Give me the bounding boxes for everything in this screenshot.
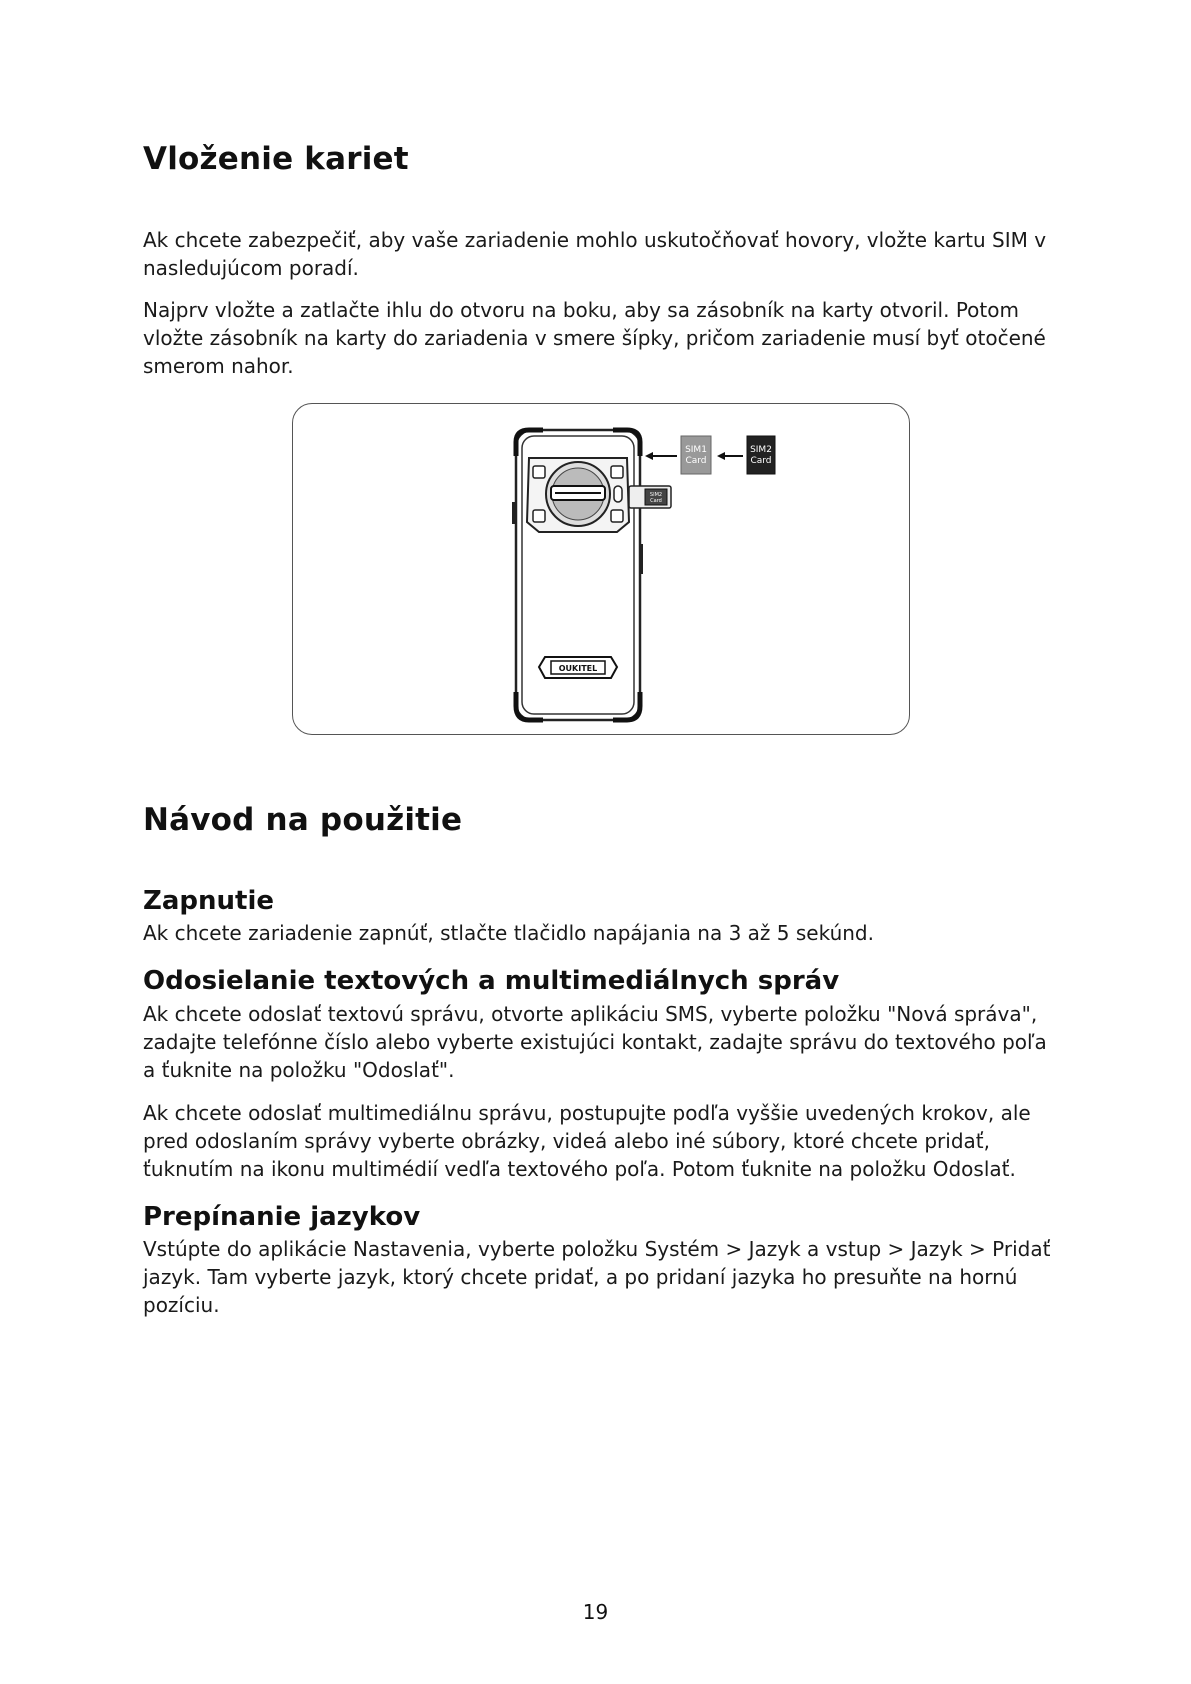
subsection-title-power-on: Zapnutie	[143, 886, 275, 916]
sim2-card	[747, 436, 775, 474]
svg-text:SIM1: SIM1	[685, 445, 707, 455]
messages-paragraph-2: Ak chcete odoslať multimediálnu správu, postupujte podľa vyššie uvedených krokov, ale pred odoslaním správy vyberte obrázky, videá alebo iné súbory, ktoré chcete pridať, ťuknutím na ikonu multimédií vedľa textového poľa. Potom ťuknite na položku Odoslať.	[143, 1101, 1031, 1181]
page-number: 19	[582, 1600, 609, 1624]
svg-text:SIM2: SIM2	[649, 492, 663, 498]
svg-text:Card: Card	[685, 456, 707, 466]
sim-insertion-figure	[292, 403, 910, 735]
language-paragraph: Vstúpte do aplikácie Nastavenia, vyberte položku Systém > Jazyk a vstup > Jazyk > Pridať jazyk. Tam vyberte jazyk, ktorý chcete pridať, a po pridaní jazyka ho presuňte na hornú pozíciu.	[143, 1237, 1051, 1317]
section-title-insert-cards: Vloženie kariet	[143, 141, 409, 177]
svg-text:Card: Card	[750, 456, 772, 466]
brand-logo-text: OUKITEL	[558, 664, 598, 673]
svg-text:SIM2: SIM2	[750, 445, 772, 455]
section-title-usage: Návod na použitie	[143, 802, 463, 838]
subsection-title-messages: Odosielanie textových a multimediálnych správ	[143, 966, 840, 996]
svg-text:Card: Card	[650, 498, 662, 504]
power-on-paragraph: Ak chcete zariadenie zapnúť, stlačte tlačidlo napájania na 3 až 5 sekúnd.	[143, 921, 874, 945]
phone-back-illustration	[293, 404, 911, 736]
insert-cards-paragraph-1: Ak chcete zabezpečiť, aby vaše zariadenie mohlo uskutočňovať hovory, vložte kartu SIM v nasledujúcom poradí.	[143, 228, 1047, 280]
subsection-title-language: Prepínanie jazykov	[143, 1202, 421, 1232]
insert-cards-paragraph-2: Najprv vložte a zatlačte ihlu do otvoru na boku, aby sa zásobník na karty otvoril. Potom vložte zásobník na karty do zariadenia v smere šípky, pričom zariadenie musí byť otočené smerom nahor.	[143, 298, 1046, 378]
sim1-card	[681, 436, 711, 474]
messages-paragraph-1: Ak chcete odoslať textovú správu, otvorte aplikáciu SMS, vyberte položku "Nová správa", zadajte telefónne číslo alebo vyberte existujúci kontakt, zadajte správu do textového poľa a ťuknite na položku "Odoslať".	[143, 1002, 1047, 1082]
